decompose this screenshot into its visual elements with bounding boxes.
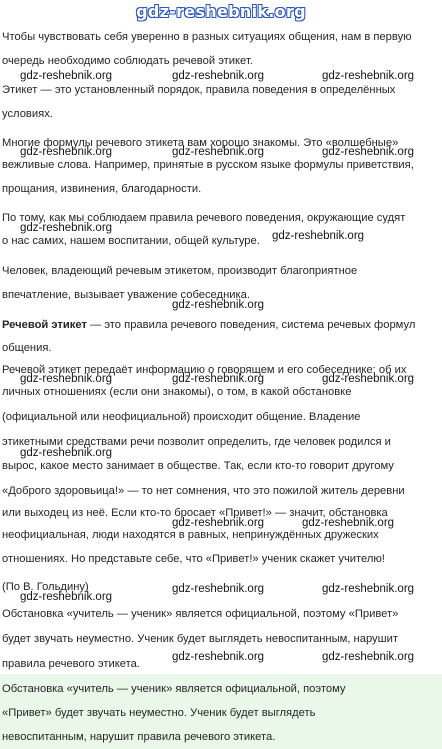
watermark: gdz-reshebnik.org: [172, 70, 265, 82]
text-line: Обстановка «учитель — ученик» является официальной, поэтому «Привет»: [2, 608, 399, 620]
term: Речевой этикет: [2, 319, 87, 331]
definition-text: — это правила речевого поведения, система речевых формул: [86, 319, 416, 331]
watermark: gdz-reshebnik.org: [172, 517, 265, 529]
text-line: неофициальная, люди находятся в равных, непринуждённых дружеских: [2, 529, 379, 541]
text-line: или выходец из неё. Если кто-то бросает «Привет!» — значит, обстановка: [2, 507, 388, 519]
text-line: правила речевого этикета.: [2, 658, 140, 670]
text-line: этикетными средствами речи позволит определить, где человек родился и: [2, 436, 391, 448]
watermark: gdz-reshebnik.org: [302, 517, 395, 529]
watermark: gdz-reshebnik.org: [322, 651, 415, 663]
text-line: вырос, какое место занимает в обществе. Так, если кто-то говорит другому: [2, 460, 394, 472]
watermark: gdz-reshebnik.org: [20, 447, 113, 459]
watermark: gdz-reshebnik.org: [172, 299, 265, 311]
text-line: Чтобы чувствовать себя уверенно в разных ситуациях общения, нам в первую: [2, 31, 412, 43]
watermark: gdz-reshebnik.org: [172, 146, 265, 158]
watermark: gdz-reshebnik.org: [172, 373, 265, 385]
text-line: очередь необходимо соблюдать речевой этикет.: [2, 55, 253, 67]
site-header: [0, 0, 442, 24]
answer-line: «Привет» будет звучать неуместно. Ученик будет выглядеть: [2, 707, 316, 719]
watermark: gdz-reshebnik.org: [322, 70, 415, 82]
text-line: прощания, извинения, благодарности.: [2, 183, 202, 195]
text-line: Человек, владеющий речевым этикетом, производит благоприятное: [2, 265, 358, 277]
text-line: будет звучать неуместно. Ученик будет выглядеть невоспитанным, нарушит: [2, 633, 398, 645]
watermark: gdz-reshebnik.org: [272, 230, 365, 242]
definition-line: [2, 318, 415, 332]
text-line: условиях.: [2, 108, 53, 120]
watermark: gdz-reshebnik.org: [20, 591, 113, 603]
watermark: gdz-reshebnik.org: [20, 222, 113, 234]
text-line: общения.: [2, 342, 52, 354]
text-line: (официальной или неофициальной) происходит общение. Владение: [2, 411, 361, 423]
watermark: gdz-reshebnik.org: [322, 146, 415, 158]
watermark: gdz-reshebnik.org: [172, 651, 265, 663]
source-line: (По В. Гольдину): [2, 581, 89, 593]
answer-line: Обстановка «учитель — ученик» является официальной, поэтому: [2, 683, 346, 695]
text-line: вежливые слова. Например, принятые в русском языке формулы приветствия,: [2, 159, 414, 171]
text-line: отношениях. Но представьте себе, что «Привет!» ученик скажет учителю!: [2, 553, 385, 565]
text-line: Многие формулы речевого этикета вам хорошо знакомы. Это «волшебные»: [2, 137, 399, 149]
watermark: gdz-reshebnik.org: [20, 70, 113, 82]
text-line: личных отношениях (если они знакомы), о том, в какой обстановке: [2, 386, 352, 398]
watermark: gdz-reshebnik.org: [322, 373, 415, 385]
text-line: впечатление, вызывает уважение собеседника.: [2, 289, 250, 301]
text-line: о нас самих, нашем воспитании, общей культуре.: [2, 235, 260, 247]
watermark: gdz-reshebnik.org: [172, 583, 265, 595]
text-line: «Доброго здоровьица!» — то нет сомнения, что это пожилой житель деревни: [2, 485, 405, 497]
text-line: Этикет — это установленный порядок, правила поведения в определённых: [2, 84, 396, 96]
watermark: gdz-reshebnik.org: [20, 373, 113, 385]
text-line: По тому, как мы соблюдаем правила речевого поведения, окружающие судят: [2, 212, 406, 224]
site-logo[interactable]: gdz-reshebnik.org: [136, 2, 306, 21]
watermark: gdz-reshebnik.org: [20, 146, 113, 158]
text-line: Речевой этикет передаёт информацию о говорящем и его собеседнике: об их: [2, 364, 407, 376]
answer-line: невоспитанным, нарушит правила речевого этикета.: [2, 731, 276, 743]
watermark: gdz-reshebnik.org: [322, 583, 415, 595]
